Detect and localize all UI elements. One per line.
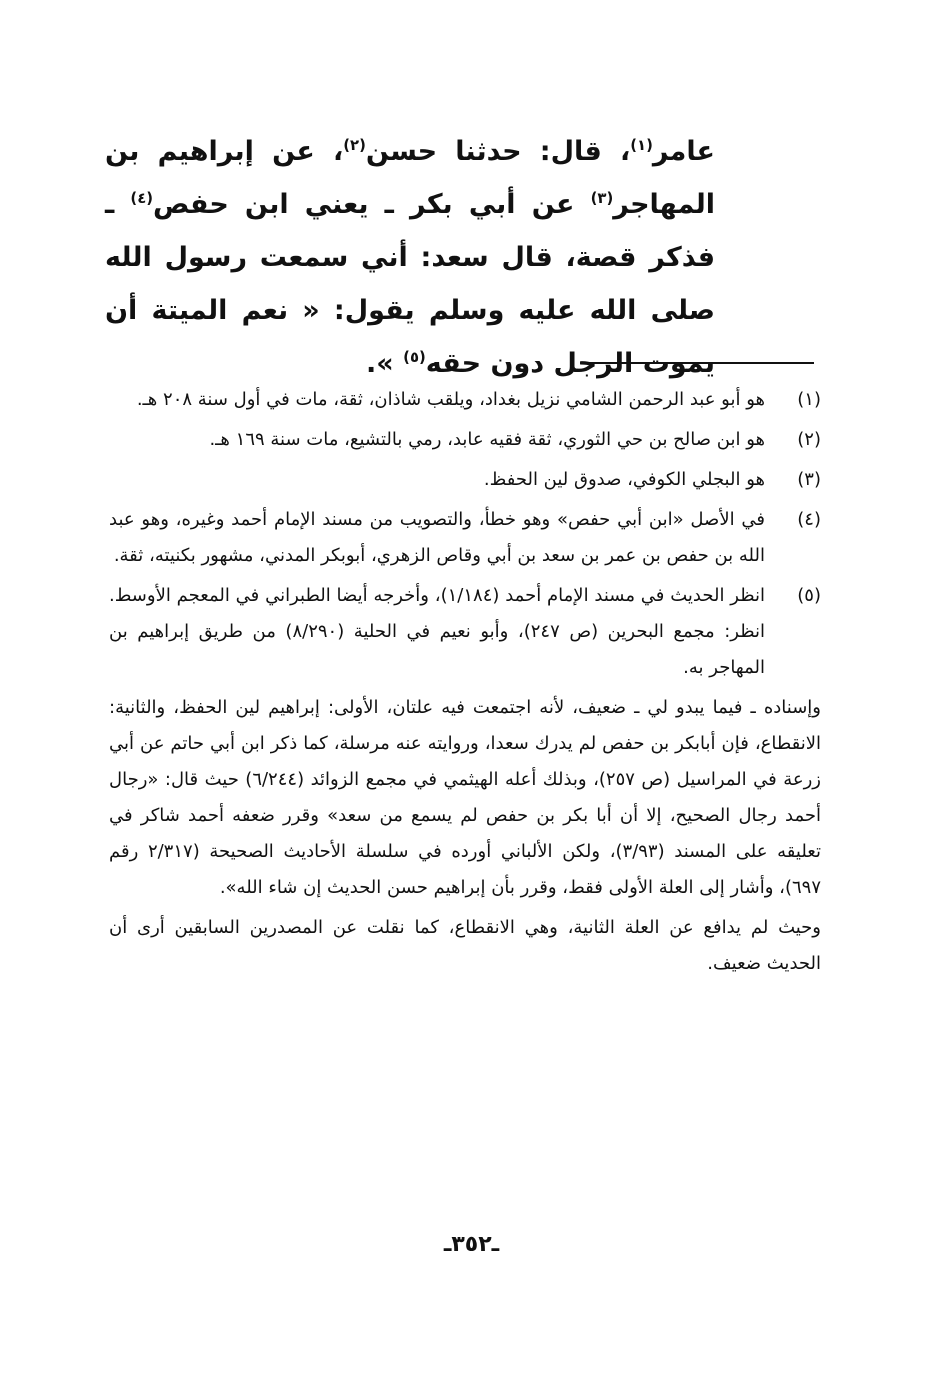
main-text-part: ، قال: حدثنا حسن [365,136,631,167]
footnote-2 [109,422,821,458]
main-text-part: ، عن إبراهيم بن المهاجر [105,136,715,220]
footnote-number: (٥) [797,585,821,606]
footnote-number: (٢) [797,429,821,450]
main-text-part: ـ فذكر قصة، قال سعد: أني سمعت رسول الله صلى الله عليه وسلم يقول: « نعم الميتة أن يموت الرجل دون حقه [105,189,715,379]
footnote-text: هو ابن صالح بن حي الثوري، ثقة فقيه عابد، رمي بالتشيع، مات سنة ١٦٩ هـ. [209,429,765,450]
footnote-ref-5[interactable]: (٥) [403,348,426,366]
footnote-ref-2[interactable]: (٢) [343,136,366,154]
footnote-3 [109,462,821,498]
footnote-ref-4[interactable]: (٤) [130,189,154,207]
footnote-text: في الأصل «ابن أبي حفص» وهو خطأ، والتصويب من مسند الإمام أحمد وغيره، وهو عبد الله بن حفص بن عمر بن سعد بن أبي وقاص الزهري، أبوبكر المدني، مشهور بكنيته، ثقة. [109,509,765,566]
footnote-number: (٤) [797,509,821,530]
footnote-number: (١) [797,389,821,410]
footnote-ref-1[interactable]: (١) [630,136,653,154]
main-text-part: ». [366,348,404,379]
main-text-part: عن أبي بكر ـ يعني ابن حفص [153,189,591,220]
footnote-4 [109,502,821,574]
footnote-1 [109,382,821,418]
footnotes [109,382,821,982]
footnote-text: انظر الحديث في مسند الإمام أحمد (١/١٨٤)، وأخرجه أيضا الطبراني في المعجم الأوسط. انظر: مجمع البحرين (ص ٢٤٧)، وأبو نعيم في الحلية (٨/٢٩٠) من طريق إبراهيم بن المهاجر به. [109,585,766,678]
main-text [105,125,715,390]
main-text-part: عامر [652,136,715,167]
footnote-ref-3[interactable]: (٣) [590,189,614,207]
footnote-paragraph-1: وإسناده ـ فيما يبدو لي ـ ضعيف، لأنه اجتمعت فيه علتان، الأولى: إبراهيم لين الحفظ، والثانية: الانقطاع، فإن أبابكر بن حفص لم يدرك سعدا، وروايته عنه مرسلة، كما ذكر ابن أبي حاتم عن أبي زرعة في المراسيل (ص ٢٥٧)، وبذلك أعله الهيثمي في مجمع الزوائد (٦/٢٤٤) حيث قال: «رجال أحمد رجال الصحيح، إلا أن أبا بكر بن حفص لم يسمع من سعد» وقرر ضعفه أحمد شاكر في تعليقه على المسند (٣/٩٣)، ولكن الألباني أورده في سلسلة الأحاديث الصحيحة (٢/٣١٧ رقم ٦٩٧)، وأشار إلى العلة الأولى فقط، وقرر بأن إبراهيم حسن الحديث إن شاء الله». [109,697,821,898]
footnote-text: هو البجلي الكوفي، صدوق لين الحفظ. [483,469,765,490]
footnote-text: هو أبو عبد الرحمن الشامي نزيل بغداد، ويلقب شاذان، ثقة، مات في أول سنة ٢٠٨ هـ. [136,389,765,410]
footnote-number: (٣) [797,469,821,490]
footnote-5 [109,578,821,686]
footnote-divider [580,362,814,364]
page-number: ـ٣٥٢ـ [443,1232,500,1257]
footnote-paragraph-2: وحيث لم يدافع عن العلة الثانية، وهي الانقطاع، كما نقلت عن المصدرين السابقين أرى أن الحديث ضعيف. [109,917,821,974]
